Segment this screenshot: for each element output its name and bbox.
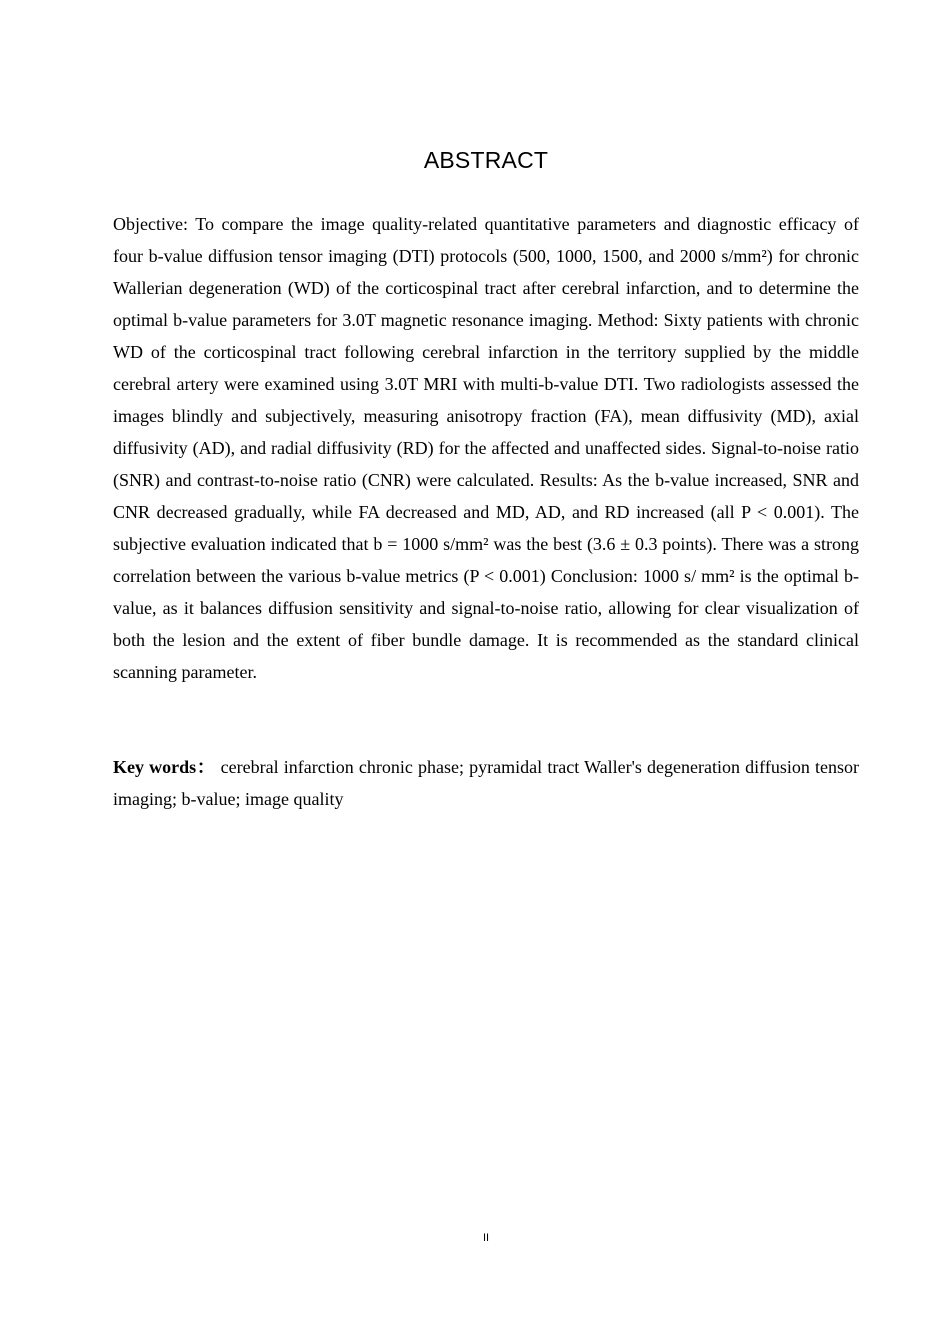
page-number: II [482,1232,490,1244]
keywords-text: cerebral infarction chronic phase; pyramidal tract Waller's degeneration diffusion tensor imaging; b-value; image quality [113,757,859,809]
keywords-paragraph [113,751,859,815]
abstract-title: ABSTRACT [423,147,549,173]
abstract-body: Objective: To compare the image quality-related quantitative parameters and diagnostic efficacy of four b-value diffusion tensor imaging (DTI) protocols (500, 1000, 1500, and 2000 s/mm²) for chronic Wallerian degeneration (WD) of the corticospinal tract after cerebral infarction, and to determine the optimal b-value parameters for 3.0T magnetic resonance imaging. Method: Sixty patients with chronic WD of the corticospinal tract following cerebral infarction in the territory supplied by the middle cerebral artery were examined using 3.0T MRI with multi-b-value DTI. Two radiologists assessed the images blindly and subjectively, measuring anisotropy fraction (FA), mean diffusivity (MD), axial diffusivity (AD), and radial diffusivity (RD) for the affected and unaffected sides. Signal-to-noise ratio (SNR) and contrast-to-noise ratio (CNR) were calculated. Results: As the b-value increased, SNR and CNR decreased gradually, while FA decreased and MD, AD, and RD increased (all P < 0.001). The subjective evaluation indicated that b = 1000 s/mm² was the best (3.6 ± 0.3 points). There was a strong correlation between the various b-value metrics (P < 0.001) Conclusion: 1000 s/ mm² is the optimal b-value, as it balances diffusion sensitivity and signal-to-noise ratio, allowing for clear visualization of both the lesion and the extent of fiber bundle damage. It is recommended as the standard clinical scanning parameter. [113,214,859,682]
keywords-label: Key words： [113,757,216,777]
